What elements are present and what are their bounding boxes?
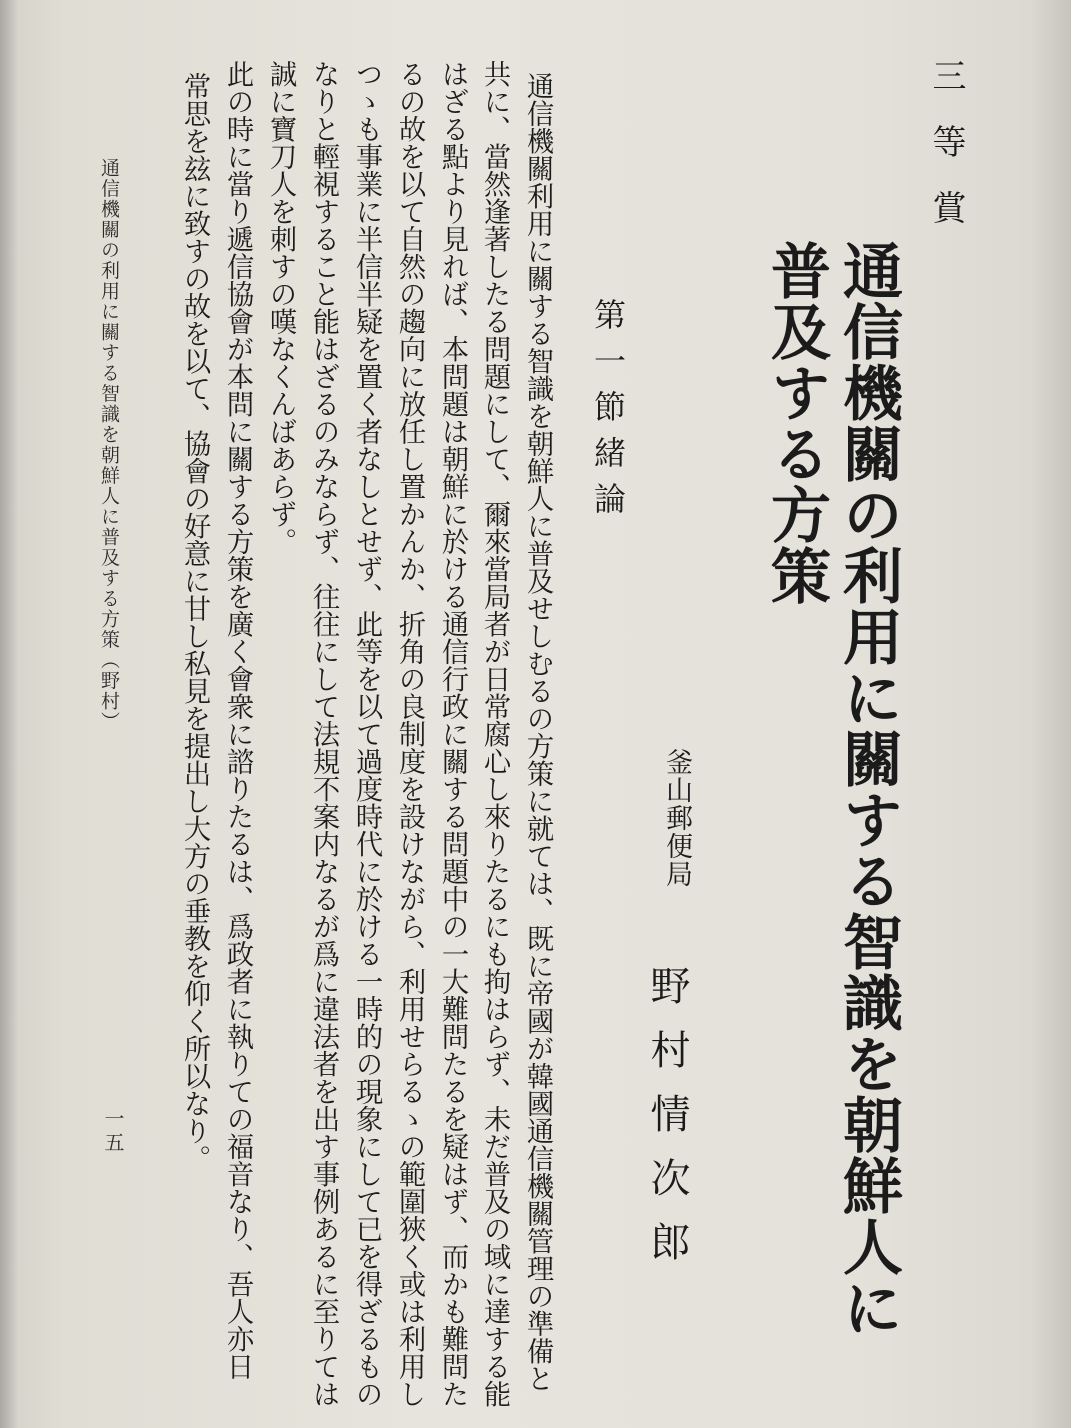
page-number: 一五 — [101, 1108, 125, 1156]
body-column: つゝも事業に半信半疑を置く者なしとせず、此等を以て過度時代に於ける一時的の現象にして已を得ざるもの — [351, 60, 382, 1408]
title-line-1: 通信機關の利用に關する智識を朝鮮人に — [833, 240, 903, 1338]
body-column: なりと輕視すること能はざるのみならず、往往にして法規不案内なるが爲に違法者を出す事例あるに至りては — [308, 60, 339, 1408]
body-column: 此の時に當り遞信協會が本問に關する方策を廣く會衆に諮りたるは、爲政者に執りての福音なり、吾人亦日 — [222, 60, 253, 1380]
body-column: るの故を以て自然の趨向に放任し置かんか、折角の良制度を設けながら、利用せらるゝの範圍狹く或は利用し — [394, 60, 425, 1408]
body-column: 通信機關利用に關する智識を朝鮮人に普及せしむるの方策に就ては、既に帝國が韓國通信機關管理の準備と — [522, 72, 553, 1392]
body-column: 誠に寶刀人を刺すの嘆なくんばあらず。 — [265, 60, 296, 555]
running-header: 通信機關の利用に關する智識を朝鮮人に普及する方策（野村） — [98, 158, 120, 732]
author-name: 野村情次郎 — [644, 965, 690, 1285]
section-heading: 第一節緒論 — [589, 298, 627, 528]
title-line-2: 普及する方策 — [761, 240, 831, 606]
award-rank: 三等賞 — [926, 58, 966, 256]
body-column: はざる點より見れば、本問題は朝鮮に於ける通信行政に關する問題中の一大難問たるを疑はず、而かも難問た — [437, 60, 468, 1408]
page-edge-shadow — [0, 0, 18, 1428]
page-gutter-shadow — [1031, 0, 1071, 1428]
body-column: 共に、當然逢著したる問題にして、爾來當局者が日常腐心し來りたるにも拘はらず、未だ普及の域に達する能 — [479, 60, 510, 1408]
author-affiliation: 釜山郵便局 — [661, 748, 692, 888]
body-column: 常思を玆に致すの故を以て、協會の好意に甘し私見を提出し大方の垂教を仰く所以なり。 — [179, 72, 210, 1172]
